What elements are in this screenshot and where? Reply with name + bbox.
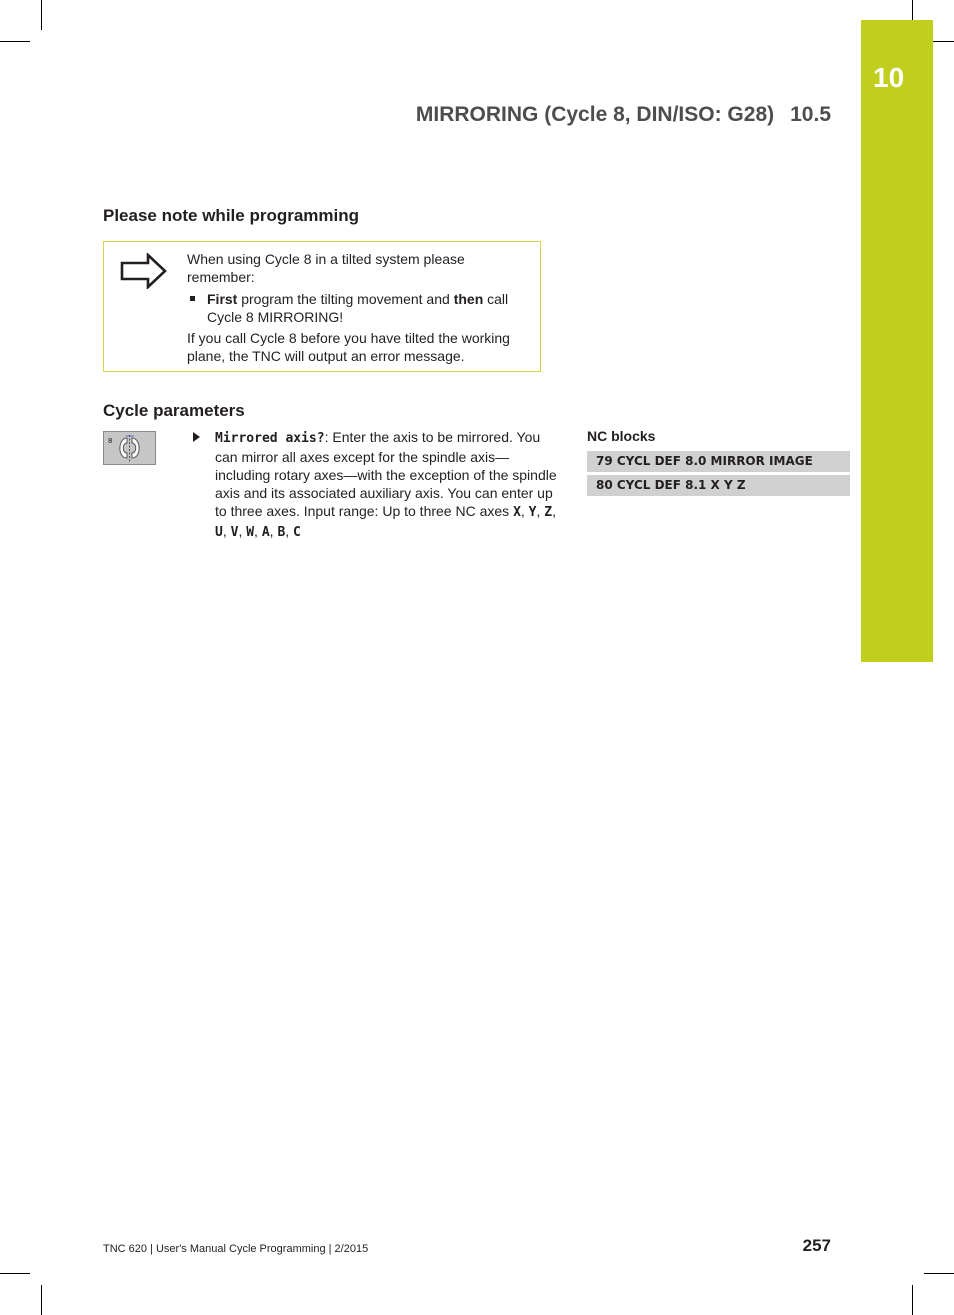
parameter-description: : Enter the axis to be mirrored. You can mirror all axes except for the spindle axis—including rotary axes—with the exception of the spindle axis and its associated auxiliary axis. You can enter up to three axes. Input range: Up to three NC axes xyxy=(215,429,557,519)
note-bullet-end: call Cycle 8 MIRRORING! xyxy=(207,291,509,325)
axis-a: A xyxy=(261,525,270,540)
crop-mark xyxy=(0,41,30,42)
section-heading-note: Please note while programming xyxy=(103,206,360,225)
nc-block-row: 80 CYCL DEF 8.1 X Y Z xyxy=(587,475,850,496)
axis-z: Z xyxy=(544,505,553,520)
mirror-graphic-icon xyxy=(104,432,155,464)
crop-mark xyxy=(924,1273,954,1274)
note-box xyxy=(103,241,541,372)
note-bullet-middle: program the tilting movement and xyxy=(237,291,454,307)
note-intro: When using Cycle 8 in a tilted system please remember: xyxy=(187,251,465,285)
mirror-softkey-icon xyxy=(103,431,156,465)
note-text xyxy=(187,250,532,365)
note-bullet xyxy=(187,290,532,326)
parameter-mirrored-axis xyxy=(193,428,559,542)
page-number: 257 xyxy=(802,1236,831,1255)
chapter-tab xyxy=(861,20,933,662)
parameter-text: Mirrored axis?: Enter the axis to be mirrored. You can mirror all axes except for the spindle axis—including rotary axes—with the exception of the spindle axis and its associated auxiliary axis. You can enter up to three axes. Input range: Up to three NC axes X, Y, Z, U, V, W, A, B, C xyxy=(215,429,557,540)
running-head-section: 10.5 xyxy=(790,103,831,126)
axis-u: U xyxy=(215,525,223,540)
softkey-label: 8 xyxy=(108,437,113,445)
axis-b: B xyxy=(277,525,286,540)
note-bullet-first: First xyxy=(207,291,238,307)
crop-mark xyxy=(41,1285,42,1315)
axis-c: C xyxy=(293,525,301,540)
crop-mark xyxy=(41,0,42,30)
section-heading-params: Cycle parameters xyxy=(103,401,245,420)
bullet-square-icon xyxy=(190,296,195,301)
triangle-bullet-icon xyxy=(193,432,200,442)
nc-block-row: 79 CYCL DEF 8.0 MIRROR IMAGE xyxy=(587,451,850,472)
axis-v: V xyxy=(230,525,239,540)
crop-mark xyxy=(912,1285,913,1315)
nc-blocks-heading: NC blocks xyxy=(587,428,656,444)
crop-mark xyxy=(0,1273,30,1274)
running-head xyxy=(416,103,831,127)
axis-w: W xyxy=(246,525,255,540)
parameter-name: Mirrored axis? xyxy=(215,431,325,446)
chapter-number: 10 xyxy=(873,62,905,93)
axis-x: X xyxy=(513,505,521,520)
note-bullet-then: then xyxy=(453,291,484,307)
footer-text: TNC 620 | User's Manual Cycle Programming | 2/2015 xyxy=(103,1243,369,1255)
running-head-title: MIRRORING (Cycle 8, DIN/ISO: G28) xyxy=(415,103,775,126)
axis-y: Y xyxy=(528,505,537,520)
note-warning: If you call Cycle 8 before you have tilted the working plane, the TNC will output an error message. xyxy=(187,330,510,364)
arrow-right-icon xyxy=(120,253,168,289)
